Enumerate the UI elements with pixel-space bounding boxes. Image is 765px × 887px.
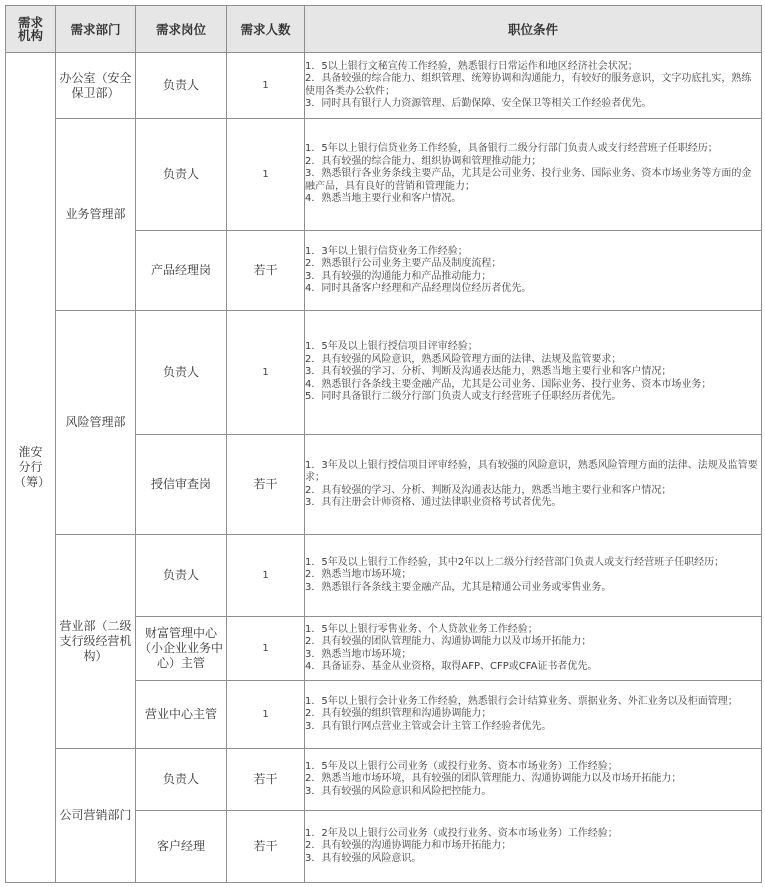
count-cell: 1 (227, 53, 305, 119)
requirement-line: 3．具有较强的风险意识和风险把控能力。 (305, 785, 492, 797)
table-row (6, 535, 762, 617)
requirements-cell (305, 119, 762, 231)
requirement-line: 1．5年以上银行零售业务、个人贷款业务工作经验； (305, 623, 538, 635)
requirement-line: 2．具有较强的学习、分析、判断及沟通表达能力，熟悉当地主要行业和客户情况； (305, 484, 672, 496)
dept-cell: 办公室（安全保卫部） (56, 53, 136, 119)
requirement-line: 3．同时具有银行人力资源管理、后勤保障、安全保卫等相关工作经验者优先。 (305, 98, 652, 109)
job-requirements-table (5, 5, 762, 883)
requirement-line: 3．具有较强的沟通能力和产品推动能力； (305, 270, 492, 282)
position-cell: 财富管理中心（小企业业务中心）主管 (136, 617, 227, 681)
requirements-cell (305, 435, 762, 535)
requirement-line: 1．3年及以上银行授信项目评审经验，具有较强的风险意识，熟悉风险管理方面的法律、法规及监管要求； (305, 459, 758, 483)
requirement-line: 2．熟悉当地市场环境，具有较强的团队管理能力、沟通协调能力以及市场开拓能力； (305, 773, 682, 785)
requirement-line: 1．5年及以上银行授信项目评审经验； (305, 341, 478, 353)
requirement-line: 1．5年及以上银行公司业务（或投行业务、资本市场业务）工作经验； (305, 760, 618, 772)
dept-cell: 公司营销部门 (56, 749, 136, 883)
requirement-line: 3．熟悉银行各条线主要金融产品，尤其是精通公司业务或零售业务。 (305, 581, 612, 593)
requirement-line: 2．熟悉当地市场环境； (305, 569, 412, 581)
requirements-cell (305, 311, 762, 435)
count-cell: 1 (227, 119, 305, 231)
requirement-line: 3．熟悉银行各业务条线主要产品，尤其是公司业务、投行业务、国际业务、资本市场业务等方面的金融产品，具有良好的营销和管理能力； (305, 168, 752, 192)
requirement-line: 2．具有较强的组织管理和沟通协调能力； (305, 708, 492, 720)
position-cell: 负责人 (136, 749, 227, 811)
count-cell: 若干 (227, 231, 305, 311)
requirement-line: 3．具有较强的学习、分析、判断及沟通表达能力，熟悉当地主要行业和客户情况； (305, 366, 672, 378)
dept-cell: 营业部（二级支行级经营机构） (56, 535, 136, 749)
count-cell: 1 (227, 311, 305, 435)
requirement-line: 1．5年以上银行信贷业务工作经验，具备银行二级分行部门负责人或支行经营班子任职经历； (305, 143, 718, 155)
requirement-line: 1．5年以上银行会计业务工作经验，熟悉银行会计结算业务、票据业务、外汇业务以及柜面管理； (305, 695, 738, 707)
header-org: 需求机构 (6, 6, 56, 53)
count-cell: 若干 (227, 749, 305, 811)
requirements-cell (305, 811, 762, 883)
position-cell: 负责人 (136, 311, 227, 435)
requirements-cell (305, 617, 762, 681)
count-cell: 1 (227, 617, 305, 681)
dept-cell: 风险管理部 (56, 311, 136, 535)
header-dept: 需求部门 (56, 6, 136, 53)
table-row (6, 749, 762, 811)
requirement-line: 2．具有较强的风险意识，熟悉风险管理方面的法律、法规及监管要求； (305, 353, 622, 365)
requirement-line: 3．具有银行网点营业主管或会计主管工作经验者优先。 (305, 720, 552, 732)
requirements-cell (305, 681, 762, 749)
requirement-line: 5．同时具备银行二级分行部门负责人或支行经营班子任职经历者优先。 (305, 391, 622, 403)
requirements-cell (305, 231, 762, 311)
requirement-line: 2．具有较强的沟通协调能力和市场开拓能力； (305, 840, 512, 852)
position-cell: 负责人 (136, 535, 227, 617)
position-cell: 产品经理岗 (136, 231, 227, 311)
position-cell: 负责人 (136, 53, 227, 119)
requirement-line: 3．具有较强的风险意识。 (305, 852, 422, 864)
requirement-line: 2．具备较强的综合能力、组织管理、统筹协调和沟通能力，有较好的服务意识，文字功底扎实，熟练使用各类办公软件； (305, 73, 752, 97)
requirements-cell (305, 53, 762, 119)
requirement-line: 2．具有较强的团队管理能力、沟通协调能力以及市场开拓能力； (305, 636, 592, 647)
requirement-line: 3．具有注册会计师资格、通过法律职业资格考试者优先。 (305, 497, 562, 508)
table-row (6, 311, 762, 435)
table-row (6, 53, 762, 119)
requirement-line: 1．3年以上银行信贷业务工作经验； (305, 245, 468, 257)
requirements-cell (305, 535, 762, 617)
table-header-row (6, 6, 762, 53)
requirement-line: 2．熟悉银行公司业务主要产品及制度流程； (305, 258, 502, 269)
count-cell: 1 (227, 681, 305, 749)
position-cell: 授信审查岗 (136, 435, 227, 535)
requirement-line: 2．具有较强的综合能力、组织协调和管理推动能力； (305, 155, 542, 167)
requirement-line: 4．具备证券、基金从业资格，取得AFP、CFP或CFA证书者优先。 (305, 661, 598, 672)
count-cell: 1 (227, 535, 305, 617)
position-cell: 客户经理 (136, 811, 227, 883)
count-cell: 若干 (227, 435, 305, 535)
org-cell: 淮安分行（筹） (6, 53, 56, 883)
position-cell: 营业中心主管 (136, 681, 227, 749)
requirement-line: 1．2年及以上银行公司业务（或投行业务、资本市场业务）工作经验； (305, 827, 618, 839)
header-count: 需求人数 (227, 6, 305, 53)
header-position: 需求岗位 (136, 6, 227, 53)
header-requirements: 职位条件 (305, 6, 762, 53)
position-cell: 负责人 (136, 119, 227, 231)
requirement-line: 4．熟悉当地主要行业和客户情况。 (305, 193, 462, 205)
requirement-line: 1．5年及以上银行工作经验，其中2年以上二级分行经营部门负责人或支行经营班子任职经历； (305, 556, 725, 568)
requirement-line: 4．熟悉银行各条线主要金融产品，尤其是公司业务、国际业务、投行业务、资本市场业务； (305, 378, 712, 390)
table-row (6, 119, 762, 231)
requirements-cell (305, 749, 762, 811)
requirement-line: 1．5以上银行文秘宣传工作经验，熟悉银行日常运作和地区经济社会状况； (305, 60, 638, 72)
dept-cell: 业务管理部 (56, 119, 136, 311)
count-cell: 若干 (227, 811, 305, 883)
requirement-line: 4．同时具备客户经理和产品经理岗位经历者优先。 (305, 283, 532, 294)
requirement-line: 3．熟悉当地市场环境； (305, 648, 412, 660)
